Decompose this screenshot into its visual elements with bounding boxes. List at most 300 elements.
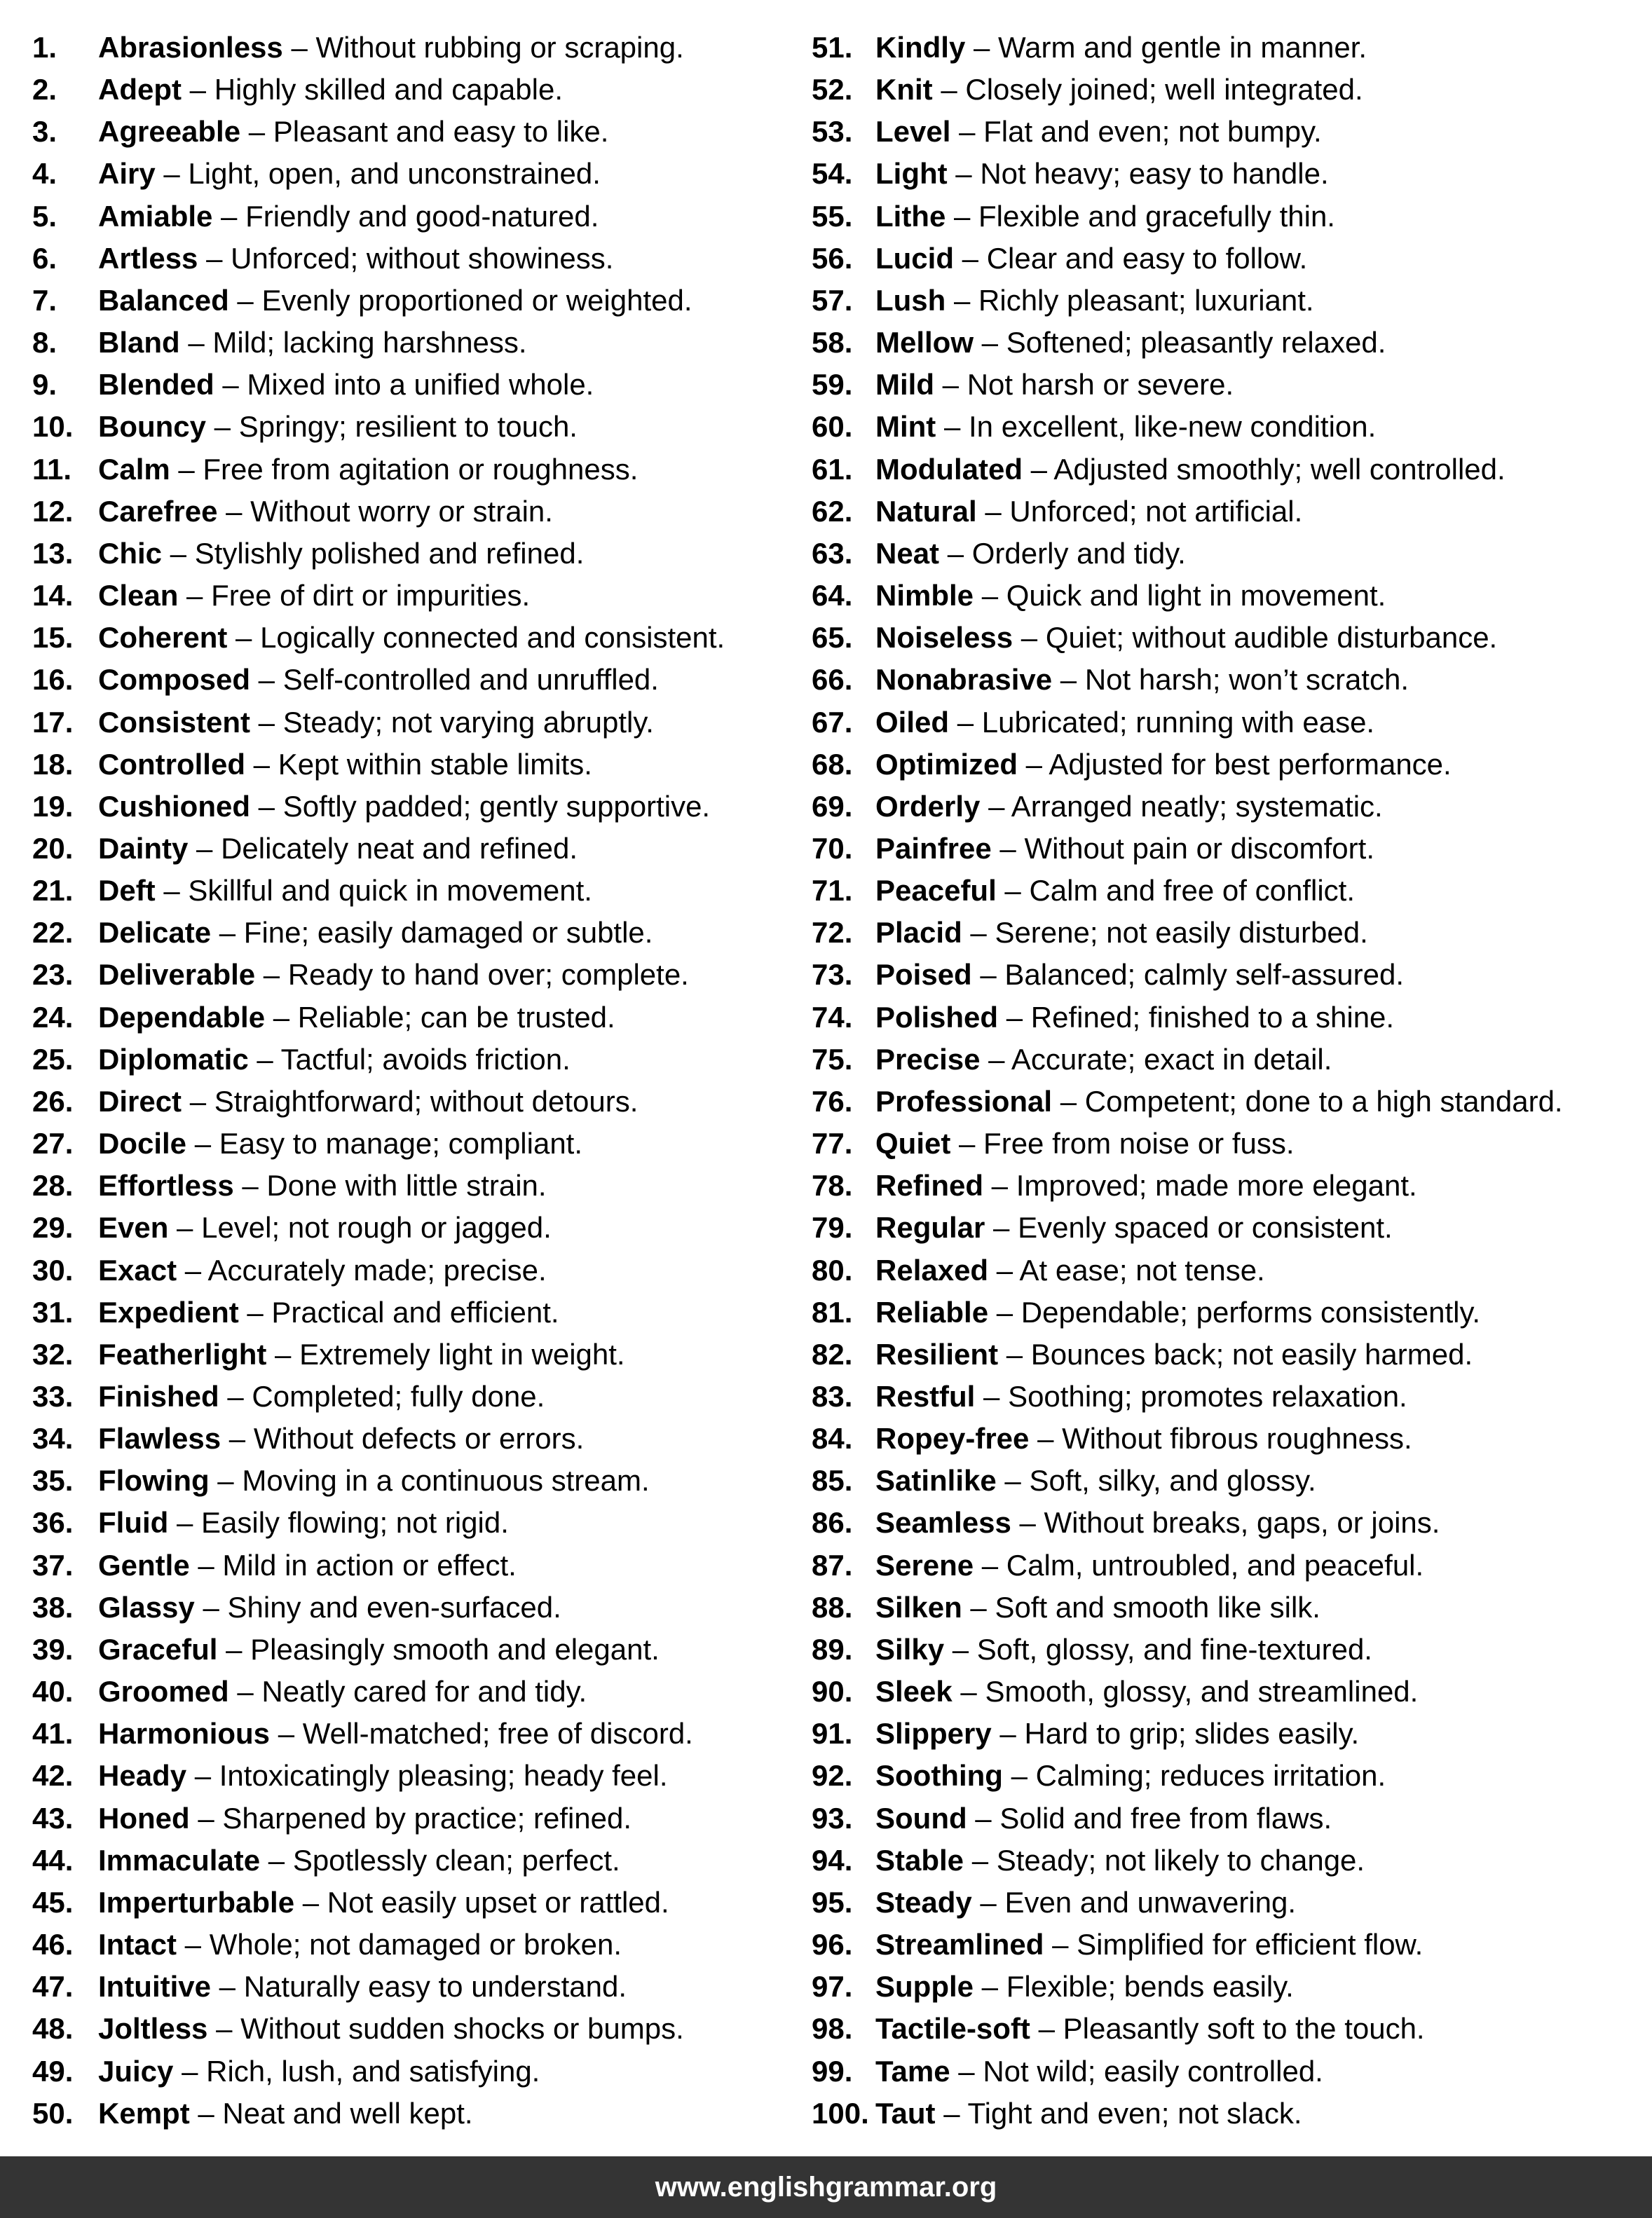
entry-number: 64.	[812, 579, 853, 612]
entry-definition: Pleasant and easy to like.	[273, 115, 609, 149]
entry-separator: –	[1013, 621, 1046, 655]
entry-number: 77.	[812, 1127, 853, 1161]
entry-separator: –	[950, 115, 984, 149]
entry-text	[98, 1460, 650, 1502]
entry-separator: –	[980, 789, 1011, 823]
entry-word: Orderly	[875, 789, 981, 823]
entry-number: 80.	[812, 1253, 853, 1287]
entry-number: 86.	[812, 1506, 853, 1540]
entry-word: Streamlined	[875, 1928, 1044, 1962]
entry-separator: –	[240, 115, 273, 149]
entry-number: 41.	[32, 1717, 74, 1751]
entry-text	[875, 1882, 1296, 1924]
entry-word: Dependable	[98, 1000, 266, 1034]
entry-definition: Warm and gentle in manner.	[998, 31, 1367, 64]
entry-number: 14.	[32, 579, 74, 612]
entry-text	[98, 1165, 547, 1207]
entry-separator: –	[238, 1295, 272, 1329]
entry-definition: Mild; lacking harshness.	[212, 326, 527, 360]
entry-text	[875, 954, 1404, 996]
entry-word: Cushioned	[98, 789, 250, 823]
entry-text	[98, 1840, 620, 1882]
entry-number: 65.	[812, 621, 853, 655]
entry-text	[875, 1587, 1320, 1629]
entry-separator: –	[211, 916, 244, 950]
entry-definition: Neat and well kept.	[222, 2096, 473, 2130]
entry-number: 45.	[32, 1885, 74, 1919]
entry-word: Delicate	[98, 916, 212, 950]
entry-definition: Balanced; calmly self-assured.	[1004, 958, 1405, 992]
entry-definition: Tactful; avoids friction.	[280, 1042, 571, 1076]
entry-definition: Without sudden shocks or bumps.	[240, 2012, 684, 2046]
entry-text	[875, 1629, 1372, 1671]
entry-word: Intact	[98, 1928, 177, 1962]
entry-text	[875, 69, 1363, 111]
entry-text	[875, 828, 1374, 870]
entry-text	[875, 196, 1335, 238]
entry-number: 84.	[812, 1422, 853, 1456]
entry-number: 26.	[32, 1084, 74, 1118]
entry-separator: –	[971, 1885, 1005, 1919]
entry-text	[98, 954, 689, 996]
entry-definition: Level; not rough or jagged.	[201, 1211, 552, 1245]
entry-separator: –	[228, 1675, 262, 1709]
entry-text	[98, 27, 684, 69]
entry-text	[98, 153, 601, 195]
entry-text	[875, 1334, 1473, 1376]
entry-number: 6.	[32, 241, 57, 275]
entry-text	[98, 1629, 660, 1671]
entry-definition: Soothing; promotes relaxation.	[1008, 1380, 1407, 1413]
entry-separator: –	[935, 2096, 968, 2130]
entry-definition: Bounces back; not easily harmed.	[1030, 1337, 1473, 1371]
entry-separator: –	[194, 1590, 228, 1624]
entry-separator: –	[1018, 747, 1049, 781]
entry-word: Sleek	[875, 1675, 953, 1709]
entry-number: 1.	[32, 31, 57, 64]
entry-number: 15.	[32, 621, 74, 655]
entry-word: Groomed	[98, 1675, 229, 1709]
entry-separator: –	[1030, 2012, 1063, 2046]
entry-text	[98, 364, 594, 406]
entry-word: Agreeable	[98, 115, 241, 149]
entry-number: 89.	[812, 1632, 853, 1666]
entry-text	[875, 27, 1367, 69]
entry-text	[98, 1207, 552, 1249]
entry-number: 95.	[812, 1885, 853, 1919]
entry-word: Neat	[875, 536, 940, 570]
entry-number: 49.	[32, 2054, 74, 2088]
entry-definition: Light, open, and unconstrained.	[188, 157, 601, 191]
entry-text	[98, 617, 725, 659]
entry-definition: Unforced; without showiness.	[231, 241, 614, 275]
entry-separator: –	[971, 958, 1005, 992]
entry-word: Satinlike	[875, 1464, 997, 1498]
entry-word: Gentle	[98, 1548, 190, 1582]
entry-definition: Completed; fully done.	[252, 1380, 545, 1413]
entry-definition: Rich, lush, and satisfying.	[206, 2054, 540, 2088]
entry-word: Resilient	[875, 1337, 999, 1371]
entry-separator: –	[155, 874, 189, 908]
entry-text	[98, 1081, 638, 1123]
entry-text	[98, 1039, 571, 1081]
entry-text	[875, 701, 1374, 744]
entry-separator: –	[255, 958, 288, 992]
entry-word: Artless	[98, 241, 198, 275]
entry-text	[875, 1840, 1365, 1882]
entry-separator: –	[217, 1632, 251, 1666]
entry-number: 91.	[812, 1717, 853, 1751]
entry-definition: Arranged neatly; systematic.	[1011, 789, 1383, 823]
entry-word: Level	[875, 115, 951, 149]
entry-word: Carefree	[98, 494, 218, 528]
entry-separator: –	[964, 1843, 997, 1877]
entry-separator: –	[988, 1253, 1020, 1287]
entry-word: Balanced	[98, 283, 229, 317]
entry-definition: Adjusted smoothly; well controlled.	[1053, 452, 1506, 486]
entry-number: 69.	[812, 789, 853, 823]
entry-text	[98, 1713, 693, 1755]
entry-separator: –	[1029, 1422, 1063, 1456]
entry-word: Fluid	[98, 1506, 169, 1540]
entry-word: Docile	[98, 1127, 187, 1161]
entry-separator: –	[186, 1127, 219, 1161]
entry-word: Immaculate	[98, 1843, 261, 1877]
entry-separator: –	[946, 199, 979, 233]
entry-number: 60.	[812, 410, 853, 444]
entry-word: Placid	[875, 916, 962, 950]
entry-definition: Easily flowing; not rigid.	[201, 1506, 509, 1540]
entry-text	[98, 828, 578, 870]
entry-number: 56.	[812, 241, 853, 275]
entry-definition: Without pain or discomfort.	[1024, 831, 1374, 865]
entry-word: Bland	[98, 326, 180, 360]
entry-word: Light	[875, 157, 948, 191]
entry-separator: –	[949, 705, 982, 739]
entry-definition: Pleasantly soft to the touch.	[1063, 2012, 1425, 2046]
entry-definition: Not heavy; easy to handle.	[980, 157, 1329, 191]
entry-definition: Spotlessly clean; perfect.	[292, 1843, 620, 1877]
entry-word: Harmonious	[98, 1717, 271, 1751]
entry-definition: Improved; made more elegant.	[1016, 1169, 1417, 1203]
entry-text	[875, 1123, 1295, 1165]
entry-word: Soothing	[875, 1759, 1003, 1793]
entry-separator: –	[988, 1295, 1021, 1329]
entry-word: Finished	[98, 1380, 219, 1413]
entry-word: Relaxed	[875, 1253, 989, 1287]
entry-separator: –	[250, 705, 283, 739]
entry-number: 88.	[812, 1590, 853, 1624]
entry-number: 21.	[32, 874, 74, 908]
entry-number: 25.	[32, 1042, 74, 1076]
entry-text	[875, 1165, 1417, 1207]
entry-word: Knit	[875, 73, 933, 107]
entry-text	[98, 406, 578, 448]
entry-separator: –	[182, 1084, 214, 1118]
entry-number: 36.	[32, 1506, 74, 1540]
entry-number: 39.	[32, 1632, 74, 1666]
entry-definition: Calming; reduces irritation.	[1035, 1759, 1386, 1793]
entry-separator: –	[168, 1211, 202, 1245]
entry-word: Composed	[98, 663, 251, 697]
entry-number: 90.	[812, 1675, 853, 1709]
entry-definition: Ready to hand over; complete.	[287, 958, 689, 992]
entry-number: 18.	[32, 747, 74, 781]
entry-word: Kindly	[875, 31, 966, 64]
entry-number: 67.	[812, 705, 853, 739]
entry-number: 50.	[32, 2096, 74, 2130]
entry-number: 20.	[32, 831, 74, 865]
entry-definition: Even and unwavering.	[1004, 1885, 1297, 1919]
entry-separator: –	[217, 494, 251, 528]
entry-word: Graceful	[98, 1632, 218, 1666]
entry-text	[98, 1334, 625, 1376]
entry-number: 92.	[812, 1759, 853, 1793]
entry-text	[98, 2051, 540, 2093]
entry-definition: Orderly and tidy.	[971, 536, 1186, 570]
entry-text	[98, 1545, 517, 1587]
entry-number: 44.	[32, 1843, 74, 1877]
entry-definition: Free from noise or fuss.	[983, 1127, 1295, 1161]
entry-word: Flawless	[98, 1422, 221, 1456]
entry-separator: –	[947, 157, 981, 191]
entry-definition: Well-matched; free of discord.	[302, 1717, 693, 1751]
entry-separator: –	[177, 1928, 210, 1962]
entry-text	[98, 997, 615, 1039]
entry-definition: Dependable; performs consistently.	[1020, 1295, 1481, 1329]
entry-definition: Lubricated; running with ease.	[981, 705, 1375, 739]
entry-definition: Neatly cared for and tidy.	[261, 1675, 587, 1709]
entry-word: Tactile-soft	[875, 2012, 1030, 2046]
entry-word: Tame	[875, 2054, 950, 2088]
entry-number: 62.	[812, 494, 853, 528]
entry-definition: Flat and even; not bumpy.	[983, 115, 1322, 149]
entry-separator: –	[974, 326, 1006, 360]
entry-text	[875, 280, 1314, 322]
entry-text	[875, 1755, 1386, 1797]
entry-separator: –	[1022, 452, 1054, 486]
entry-word: Flowing	[98, 1464, 210, 1498]
entry-text	[875, 997, 1394, 1039]
entry-separator: –	[975, 1380, 1009, 1413]
entry-text	[98, 2008, 684, 2050]
entry-text	[875, 1376, 1407, 1418]
entry-separator: –	[991, 1717, 1025, 1751]
entry-separator: –	[209, 1464, 243, 1498]
entry-text	[875, 659, 1409, 701]
entry-text	[875, 364, 1234, 406]
entry-number: 2.	[32, 73, 57, 107]
entry-definition: Softly padded; gently supportive.	[282, 789, 711, 823]
entry-separator: –	[950, 1127, 984, 1161]
entry-word: Taut	[875, 2096, 936, 2130]
entry-separator: –	[170, 452, 203, 486]
entry-definition: Not wild; easily controlled.	[983, 2054, 1323, 2088]
entry-separator: –	[162, 536, 195, 570]
entry-text	[98, 1418, 584, 1460]
entry-text	[875, 2093, 1302, 2135]
entry-word: Lush	[875, 283, 946, 317]
entry-word: Mint	[875, 410, 936, 444]
entry-number: 16.	[32, 663, 74, 697]
entry-number: 4.	[32, 157, 57, 191]
entry-number: 83.	[812, 1380, 853, 1413]
entry-separator: –	[976, 494, 1010, 528]
entry-number: 24.	[32, 1000, 74, 1034]
entry-separator: –	[198, 241, 231, 275]
entry-text	[98, 1798, 632, 1840]
entry-text	[875, 1713, 1359, 1755]
entry-text	[98, 1250, 547, 1292]
entry-text	[98, 449, 638, 491]
entry-separator: –	[952, 1675, 985, 1709]
entry-definition: Unforced; not artificial.	[1009, 494, 1303, 528]
entry-text	[98, 1587, 561, 1629]
entry-word: Joltless	[98, 2012, 208, 2046]
entry-word: Lithe	[875, 199, 946, 233]
entry-number: 7.	[32, 283, 57, 317]
entry-separator: –	[962, 1590, 995, 1624]
entry-word: Quiet	[875, 1127, 951, 1161]
entry-separator: –	[233, 1169, 267, 1203]
entry-word: Expedient	[98, 1295, 239, 1329]
entry-text	[98, 238, 613, 280]
entry-number: 3.	[32, 115, 57, 149]
entry-text	[98, 1755, 668, 1797]
entry-text	[875, 322, 1386, 364]
entry-text	[875, 744, 1452, 786]
entry-word: Deft	[98, 874, 156, 908]
entry-text	[875, 786, 1383, 828]
entry-definition: Straightforward; without detours.	[214, 1084, 639, 1118]
entry-text	[98, 1924, 622, 1966]
entry-word: Calm	[98, 452, 170, 486]
entry-text	[875, 1966, 1294, 2008]
entry-definition: Smooth, glossy, and streamlined.	[985, 1675, 1419, 1709]
entry-definition: Mild in action or effect.	[222, 1548, 517, 1582]
entry-definition: Fine; easily damaged or subtle.	[243, 916, 653, 950]
entry-word: Exact	[98, 1253, 177, 1287]
entry-word: Juicy	[98, 2054, 174, 2088]
entry-separator: –	[939, 536, 972, 570]
entry-separator: –	[974, 579, 1006, 612]
entry-definition: Self-controlled and unruffled.	[282, 663, 659, 697]
entry-word: Polished	[875, 1000, 999, 1034]
entry-number: 52.	[812, 73, 853, 107]
entry-word: Stable	[875, 1843, 964, 1877]
entry-number: 81.	[812, 1295, 853, 1329]
entry-text	[875, 1502, 1440, 1544]
entry-word: Sound	[875, 1801, 967, 1835]
entry-separator: –	[950, 2054, 983, 2088]
entry-definition: Clear and easy to follow.	[986, 241, 1308, 275]
entry-word: Regular	[875, 1211, 985, 1245]
entry-number: 28.	[32, 1169, 74, 1203]
entry-definition: Softened; pleasantly relaxed.	[1006, 326, 1386, 360]
entry-text	[875, 238, 1307, 280]
entry-separator: –	[1052, 663, 1085, 697]
entry-definition: At ease; not tense.	[1019, 1253, 1265, 1287]
entry-definition: Reliable; can be trusted.	[297, 1000, 615, 1034]
entry-text	[875, 1924, 1423, 1966]
entry-definition: Hard to grip; slides easily.	[1024, 1717, 1360, 1751]
entry-word: Kempt	[98, 2096, 190, 2130]
entry-text	[98, 912, 653, 954]
entry-text	[98, 322, 527, 364]
entry-separator: –	[189, 1548, 223, 1582]
entry-separator: –	[221, 1422, 254, 1456]
entry-text	[875, 1081, 1563, 1123]
entry-word: Mild	[875, 368, 934, 402]
entry-separator: –	[996, 1464, 1030, 1498]
entry-word: Nonabrasive	[875, 663, 1053, 697]
entry-definition: Done with little strain.	[266, 1169, 547, 1203]
entry-definition: Springy; resilient to touch.	[238, 410, 578, 444]
entry-definition: Without defects or errors.	[253, 1422, 585, 1456]
entry-word: Peaceful	[875, 874, 997, 908]
entry-number: 31.	[32, 1295, 74, 1329]
entry-separator: –	[998, 1337, 1031, 1371]
entry-number: 61.	[812, 452, 853, 486]
entry-definition: Closely joined; well integrated.	[965, 73, 1363, 107]
entry-text	[98, 870, 592, 912]
entry-number: 12.	[32, 494, 74, 528]
entry-word: Clean	[98, 579, 179, 612]
entry-separator: –	[227, 621, 261, 655]
entry-definition: Richly pleasant; luxuriant.	[978, 283, 1314, 317]
entry-separator: –	[155, 157, 189, 191]
entry-definition: Friendly and good-natured.	[245, 199, 599, 233]
entry-word: Diplomatic	[98, 1042, 249, 1076]
entry-definition: Competent; done to a high standard.	[1084, 1084, 1563, 1118]
entry-separator: –	[983, 1169, 1016, 1203]
entry-number: 33.	[32, 1380, 74, 1413]
entry-text	[98, 1882, 669, 1924]
entry-number: 57.	[812, 283, 853, 317]
entry-text	[875, 2051, 1323, 2093]
entry-definition: Adjusted for best performance.	[1049, 747, 1452, 781]
entry-word: Glassy	[98, 1590, 195, 1624]
entry-word: Coherent	[98, 621, 228, 655]
entry-word: Amiable	[98, 199, 213, 233]
entry-word: Nimble	[875, 579, 974, 612]
entry-number: 48.	[32, 2012, 74, 2046]
entry-word: Lucid	[875, 241, 954, 275]
footer-website-link[interactable]: www.englishgrammar.org	[655, 2171, 997, 2203]
entry-number: 9.	[32, 368, 57, 402]
entry-number: 99.	[812, 2054, 853, 2088]
entry-text	[875, 1798, 1332, 1840]
entry-text	[875, 1460, 1316, 1502]
entry-text	[875, 491, 1302, 533]
entry-separator: –	[954, 241, 987, 275]
entry-separator: –	[219, 1380, 252, 1413]
entry-number: 32.	[32, 1337, 74, 1371]
entry-separator: –	[980, 1042, 1011, 1076]
entry-word: Dainty	[98, 831, 189, 865]
entry-definition: Highly skilled and capable.	[214, 73, 563, 107]
entry-separator: –	[265, 1000, 298, 1034]
entry-text	[875, 1418, 1412, 1460]
entry-number: 79.	[812, 1211, 853, 1245]
entry-word: Abrasionless	[98, 31, 283, 64]
entry-number: 10.	[32, 410, 74, 444]
entry-number: 11.	[32, 452, 72, 486]
entry-number: 59.	[812, 368, 853, 402]
entry-word: Imperturbable	[98, 1885, 295, 1919]
entry-text	[875, 1671, 1418, 1713]
entry-separator: –	[946, 283, 979, 317]
